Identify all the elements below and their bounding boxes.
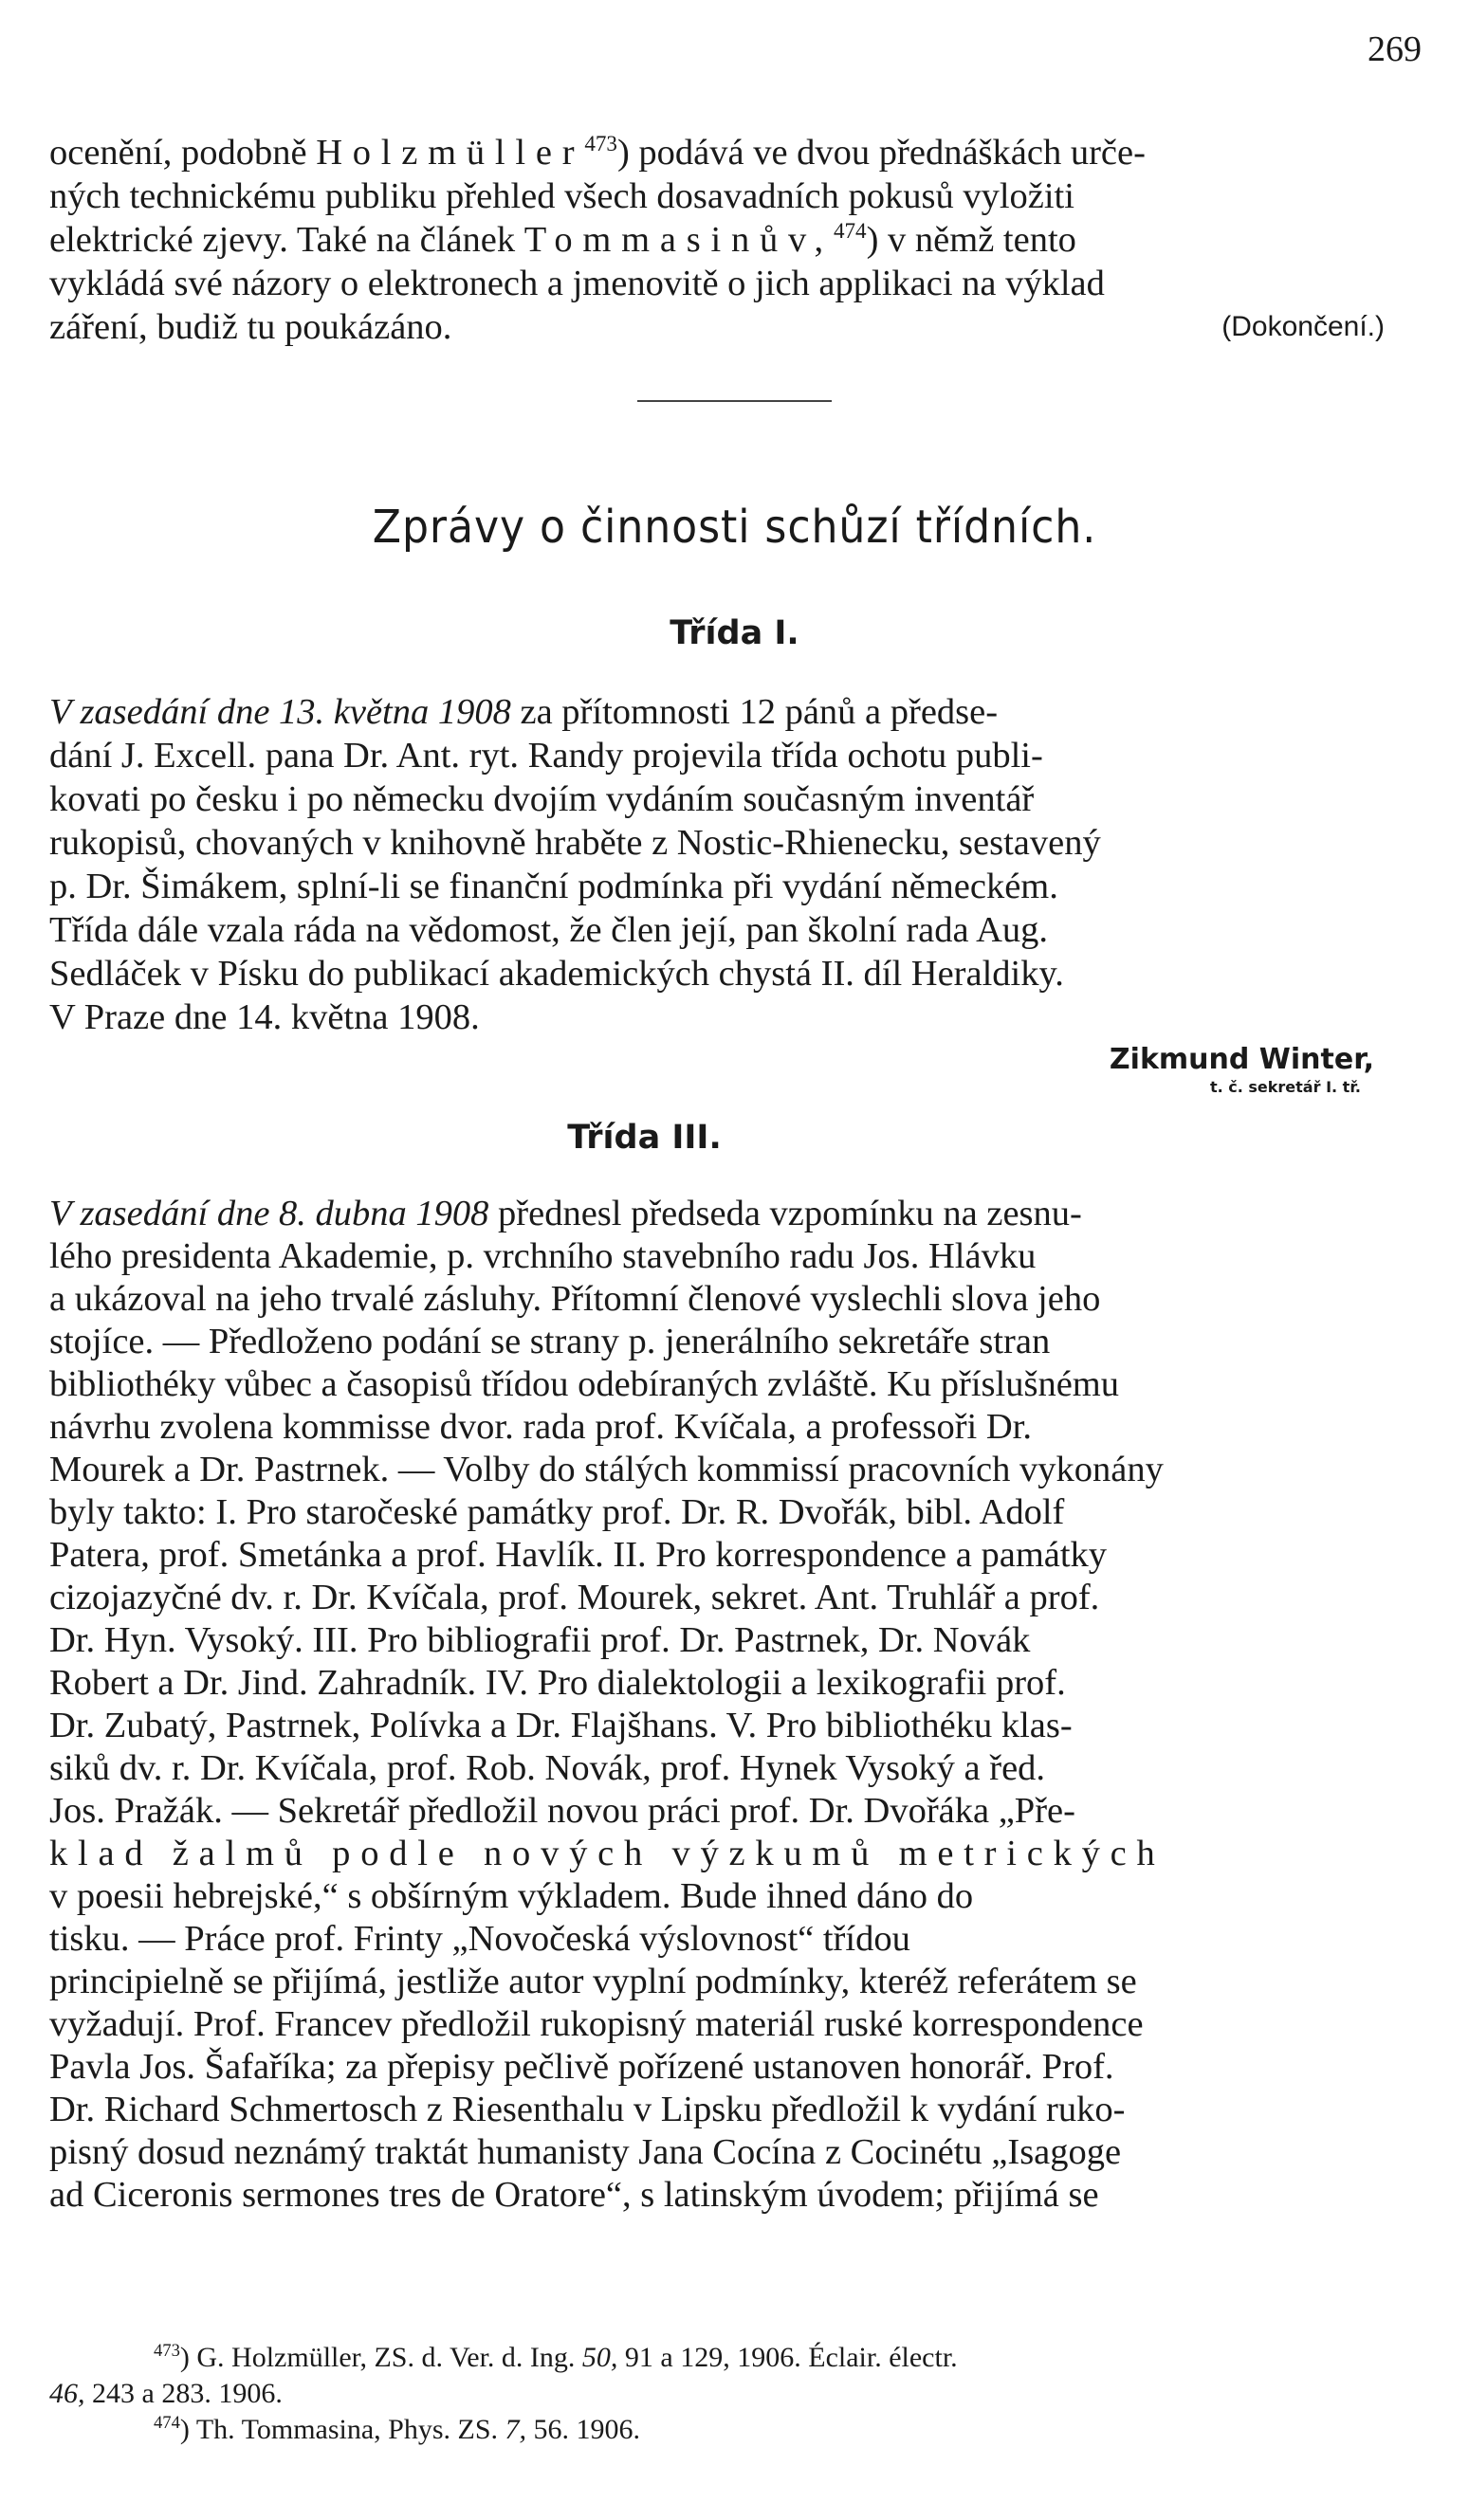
text-span: ocenění, podobně bbox=[49, 133, 317, 173]
class-1-report bbox=[49, 690, 1423, 1039]
author-name: Tommasinův, bbox=[523, 220, 834, 260]
text-line: Třída dále vzala ráda na vědomost, že člen její, pan školní rada Aug. bbox=[49, 910, 1048, 950]
footnote-473 bbox=[49, 2340, 1423, 2376]
footnote-474 bbox=[49, 2412, 1423, 2448]
text-line: siků dv. r. Dr. Kvíčala, prof. Rob. Novák, prof. Hynek Vysoký a řed. bbox=[49, 1748, 1046, 1788]
text-line: klad žalmů podle nových výzkumů metrických bbox=[49, 1834, 1166, 1873]
intro-paragraph bbox=[49, 131, 1423, 349]
text-line: rukopisů, chovaných v knihovně hraběte z Nostic-Rhienecku, sestavený bbox=[49, 823, 1101, 863]
text-line: v poesii hebrejské,“ s obšírným výkladem. Bude ihned dáno do bbox=[49, 1876, 974, 1916]
volume-number: 46, bbox=[49, 2378, 85, 2409]
text-span: 91 a 129, 1906. Éclair. électr. bbox=[617, 2342, 958, 2373]
text-line: Robert a Dr. Jind. Zahradník. IV. Pro dialektologii a lexikografii prof. bbox=[49, 1663, 1066, 1703]
text-line: vyžadují. Prof. Francev předložil rukopisný materiál ruské korrespondence bbox=[49, 2004, 1144, 2044]
class-3-report bbox=[49, 1193, 1423, 2217]
footnote-473-continued bbox=[49, 2376, 1423, 2412]
text-span: elektrické zjevy. Také na článek bbox=[49, 220, 524, 260]
text-span: přednesl předseda vzpomínku na zesnu- bbox=[488, 1194, 1082, 1233]
continuation-note: (Dokončení.) bbox=[1221, 311, 1385, 342]
text-line: Jos. Pražák. — Sekretář předložil novou práci prof. Dr. Dvořáka „Pře- bbox=[49, 1791, 1075, 1831]
text-line: vykládá své názory o elektronech a jmenovitě o jich applikaci na výklad bbox=[49, 264, 1105, 303]
text-span: ) Th. Tommasina, Phys. ZS. bbox=[179, 2414, 505, 2445]
text-line: Mourek a Dr. Pastrnek. — Volby do stálých kommissí pracovních vykonány bbox=[49, 1450, 1164, 1489]
text-span: ) podává ve dvou přednáškách urče- bbox=[616, 133, 1146, 173]
text-span: 243 a 283. 1906. bbox=[84, 2378, 283, 2409]
text-line: principielně se přijímá, jestliže autor vyplní podmínky, kteréž referátem se bbox=[49, 1962, 1137, 2001]
page-number: 269 bbox=[1368, 29, 1422, 69]
text-line: Sedláček v Písku do publikací akademických chystá II. díl Heraldiky. bbox=[49, 954, 1064, 994]
text-line: Dr. Richard Schmertosch z Riesenthalu v Lipsku předložil k vydání ruko- bbox=[49, 2090, 1126, 2129]
text-line: dání J. Excell. pana Dr. Ant. ryt. Randy projevila třída ochotu publi- bbox=[49, 736, 1043, 776]
text-span: ) v němž tento bbox=[866, 220, 1076, 260]
section-title: Zprávy o činnosti schůzí třídních. bbox=[372, 501, 1097, 554]
text-line: stojíce. — Předloženo podání se strany p. jenerálního sekretáře stran bbox=[49, 1322, 1051, 1361]
text-line bbox=[49, 218, 1423, 262]
text-line: tisku. — Práce prof. Frinty „Novočeská výslovnost“ třídou bbox=[49, 1919, 910, 1959]
text-line: pisný dosud neznámý traktát humanisty Jana Cocína z Cocinétu „Isagoge bbox=[49, 2132, 1122, 2172]
class-heading-1: Třída I. bbox=[670, 614, 799, 652]
signature-block bbox=[1110, 1043, 1374, 1096]
text-line bbox=[49, 1193, 1423, 1235]
text-line: návrhu zvolena kommisse dvor. rada prof. Kvíčala, a professoři Dr. bbox=[49, 1407, 1032, 1447]
text-line: Dr. Hyn. Vysoký. III. Pro bibliografii prof. Dr. Pastrnek, Dr. Novák bbox=[49, 1620, 1031, 1660]
text-line: ných technickému publiku přehled všech dosavadních pokusů vyložiti bbox=[49, 176, 1074, 216]
footnote-number: 474 bbox=[154, 2413, 180, 2433]
text-line bbox=[49, 690, 1423, 734]
text-line: kovati po česku i po německu dvojím vydáním současným inventář bbox=[49, 779, 1035, 819]
text-line: bibliothéky vůbec a časopisů třídou odebíraných zvláště. Ku příslušnému bbox=[49, 1364, 1120, 1404]
text-line: p. Dr. Šimákem, splní-li se finanční podmínka při vydání německém. bbox=[49, 867, 1058, 906]
signature-role: t. č. sekretář I. tř. bbox=[1209, 1078, 1361, 1096]
class-heading-3: Třída III. bbox=[567, 1119, 722, 1157]
text-line: lého presidenta Akademie, p. vrchního stavebního radu Jos. Hlávku bbox=[49, 1236, 1037, 1276]
text-line: V Praze dne 14. května 1908. bbox=[49, 997, 480, 1037]
text-line: byly takto: I. Pro staročeské památky prof. Dr. R. Dvořák, bibl. Adolf bbox=[49, 1492, 1065, 1532]
text-span: 56. 1906. bbox=[526, 2414, 641, 2445]
text-span: ) G. Holzmüller, ZS. d. Ver. d. Ing. bbox=[179, 2342, 582, 2373]
text-line: a ukázoval na jeho trvalé zásluhy. Přítomní členové vyslechli slova jeho bbox=[49, 1279, 1101, 1319]
signature-name: Zikmund Winter, bbox=[1109, 1043, 1374, 1076]
volume-number: 50, bbox=[581, 2342, 618, 2373]
author-name: Holzmüller bbox=[316, 133, 585, 173]
text-line: Dr. Zubatý, Pastrnek, Polívka a Dr. Flajšhans. V. Pro bibliothéku klas- bbox=[49, 1706, 1073, 1745]
text-line: Patera, prof. Smetánka a prof. Havlík. II. Pro korrespondence a památky bbox=[49, 1535, 1108, 1575]
session-date: V zasedání dne 13. května 1908 bbox=[49, 692, 511, 732]
text-line bbox=[49, 131, 1423, 174]
volume-number: 7, bbox=[505, 2414, 527, 2445]
footnotes bbox=[49, 2340, 1423, 2448]
footnote-ref: 473 bbox=[584, 131, 617, 156]
session-date: V zasedání dne 8. dubna 1908 bbox=[49, 1194, 489, 1233]
text-line: cizojazyčné dv. r. Dr. Kvíčala, prof. Mourek, sekret. Ant. Truhlář a prof. bbox=[49, 1578, 1100, 1617]
text-line bbox=[49, 305, 1423, 349]
footnote-ref: 474 bbox=[833, 218, 867, 244]
text-line: Pavla Jos. Šafaříka; za přepisy pečlivě pořízené ustanoven honorář. Prof. bbox=[49, 2047, 1114, 2087]
separator-rule bbox=[637, 400, 832, 402]
text-line: ad Ciceronis sermones tres de Oratore“, s latinským úvodem; přijímá se bbox=[49, 2175, 1099, 2215]
text-span: záření, budiž tu poukázáno. bbox=[49, 307, 452, 347]
text-span: za přítomnosti 12 pánů a předse- bbox=[510, 692, 999, 732]
footnote-number: 473 bbox=[154, 2341, 180, 2361]
